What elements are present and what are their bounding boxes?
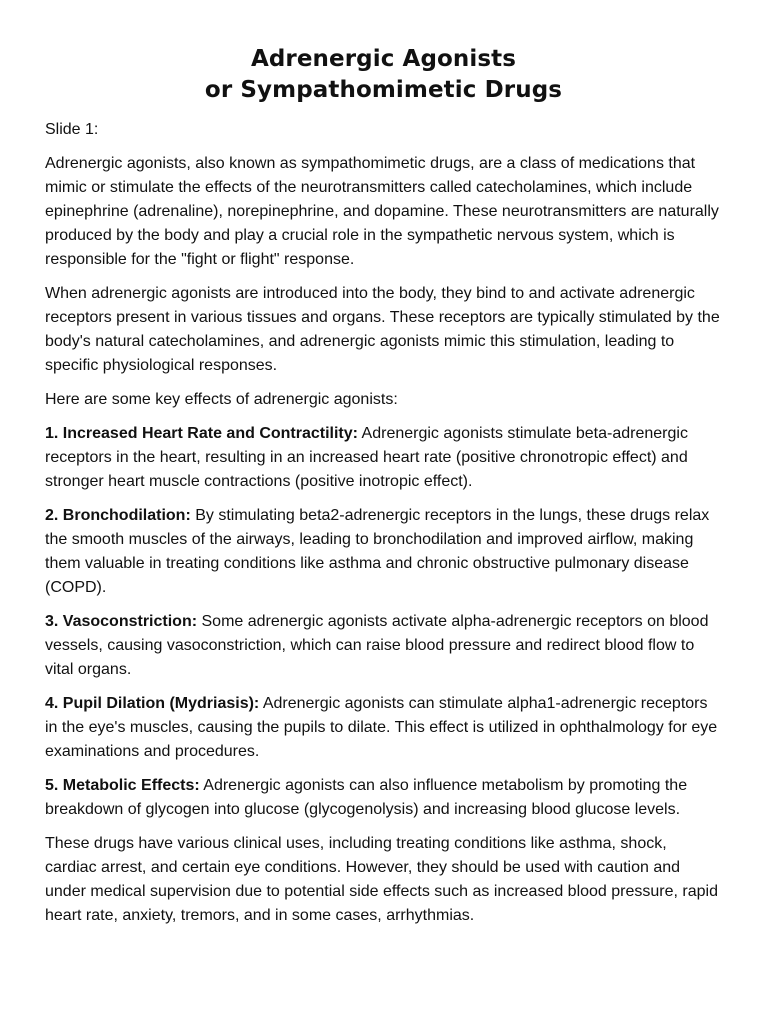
effect-text: Adrenergic agonists can also influence metabolism by promoting the breakdown of glycogen into glucose (glycogenolysis) and increasing blood glucose levels. [45, 777, 688, 818]
effect-heading: 4. Pupil Dilation (Mydriasis): [45, 695, 260, 712]
title-line-1: Adrenergic Agonists [250, 46, 517, 72]
effect-text: Adrenergic agonists can stimulate alpha1-adrenergic receptors in the eye's muscles, causing the pupils to dilate. This effect is utilized in ophthalmology for eye examinations and procedures. [45, 695, 718, 760]
effect-text: Some adrenergic agonists activate alpha-adrenergic receptors on blood vessels, causing vasoconstriction, which can raise blood pressure and redirect blood flow to vital organs. [45, 613, 709, 678]
effect-text: By stimulating beta2-adrenergic receptors in the lungs, these drugs relax the smooth muscles of the airways, leading to bronchodilation and improved airflow, making them valuable in treating conditions like asthma and chronic obstructive pulmonary disease (COPD). [45, 507, 710, 596]
closing-paragraph: These drugs have various clinical uses, including treating conditions like asthma, shock, cardiac arrest, and certain eye conditions. However, they should be used with caution and under medical supervision due to potential side effects such as increased blood pressure, rapid heart rate, anxiety, tremors, and in some cases, arrhythmias. [45, 835, 718, 924]
title-line-2: or Sympathomimetic Drugs [204, 77, 563, 103]
effect-item-bronchodilation [45, 504, 722, 600]
effect-item-vasoconstriction [45, 610, 722, 682]
document-body [45, 118, 722, 928]
intro-paragraph: Adrenergic agonists, also known as sympathomimetic drugs, are a class of medications that mimic or stimulate the effects of the neurotransmitters called catecholamines, which include epinephrine (adrenaline), norepinephrine, and dopamine. These neurotransmitters are naturally produced by the body and play a crucial role in the sympathetic nervous system, which is responsible for the "fight or flight" response. [45, 155, 719, 268]
effects-intro: Here are some key effects of adrenergic agonists: [45, 391, 398, 408]
effect-heading: 2. Bronchodilation: [45, 507, 191, 524]
effect-item-heart-rate [45, 422, 722, 494]
effect-item-metabolic-effects [45, 774, 722, 822]
mechanism-paragraph: When adrenergic agonists are introduced into the body, they bind to and activate adrenergic receptors present in various tissues and organs. These receptors are typically stimulated by the body's natural catecholamines, and adrenergic agonists mimic this stimulation, leading to specific physiological responses. [45, 285, 720, 374]
effect-text: Adrenergic agonists stimulate beta-adrenergic receptors in the heart, resulting in an increased heart rate (positive chronotropic effect) and stronger heart muscle contractions (positive inotropic effect). [45, 425, 688, 490]
effect-heading: 1. Increased Heart Rate and Contractility: [45, 425, 358, 442]
slide-label: Slide 1: [45, 121, 99, 138]
effect-heading: 3. Vasoconstriction: [45, 613, 198, 630]
effect-heading: 5. Metabolic Effects: [45, 777, 200, 794]
effect-item-pupil-dilation [45, 692, 722, 764]
document-title [45, 44, 722, 106]
